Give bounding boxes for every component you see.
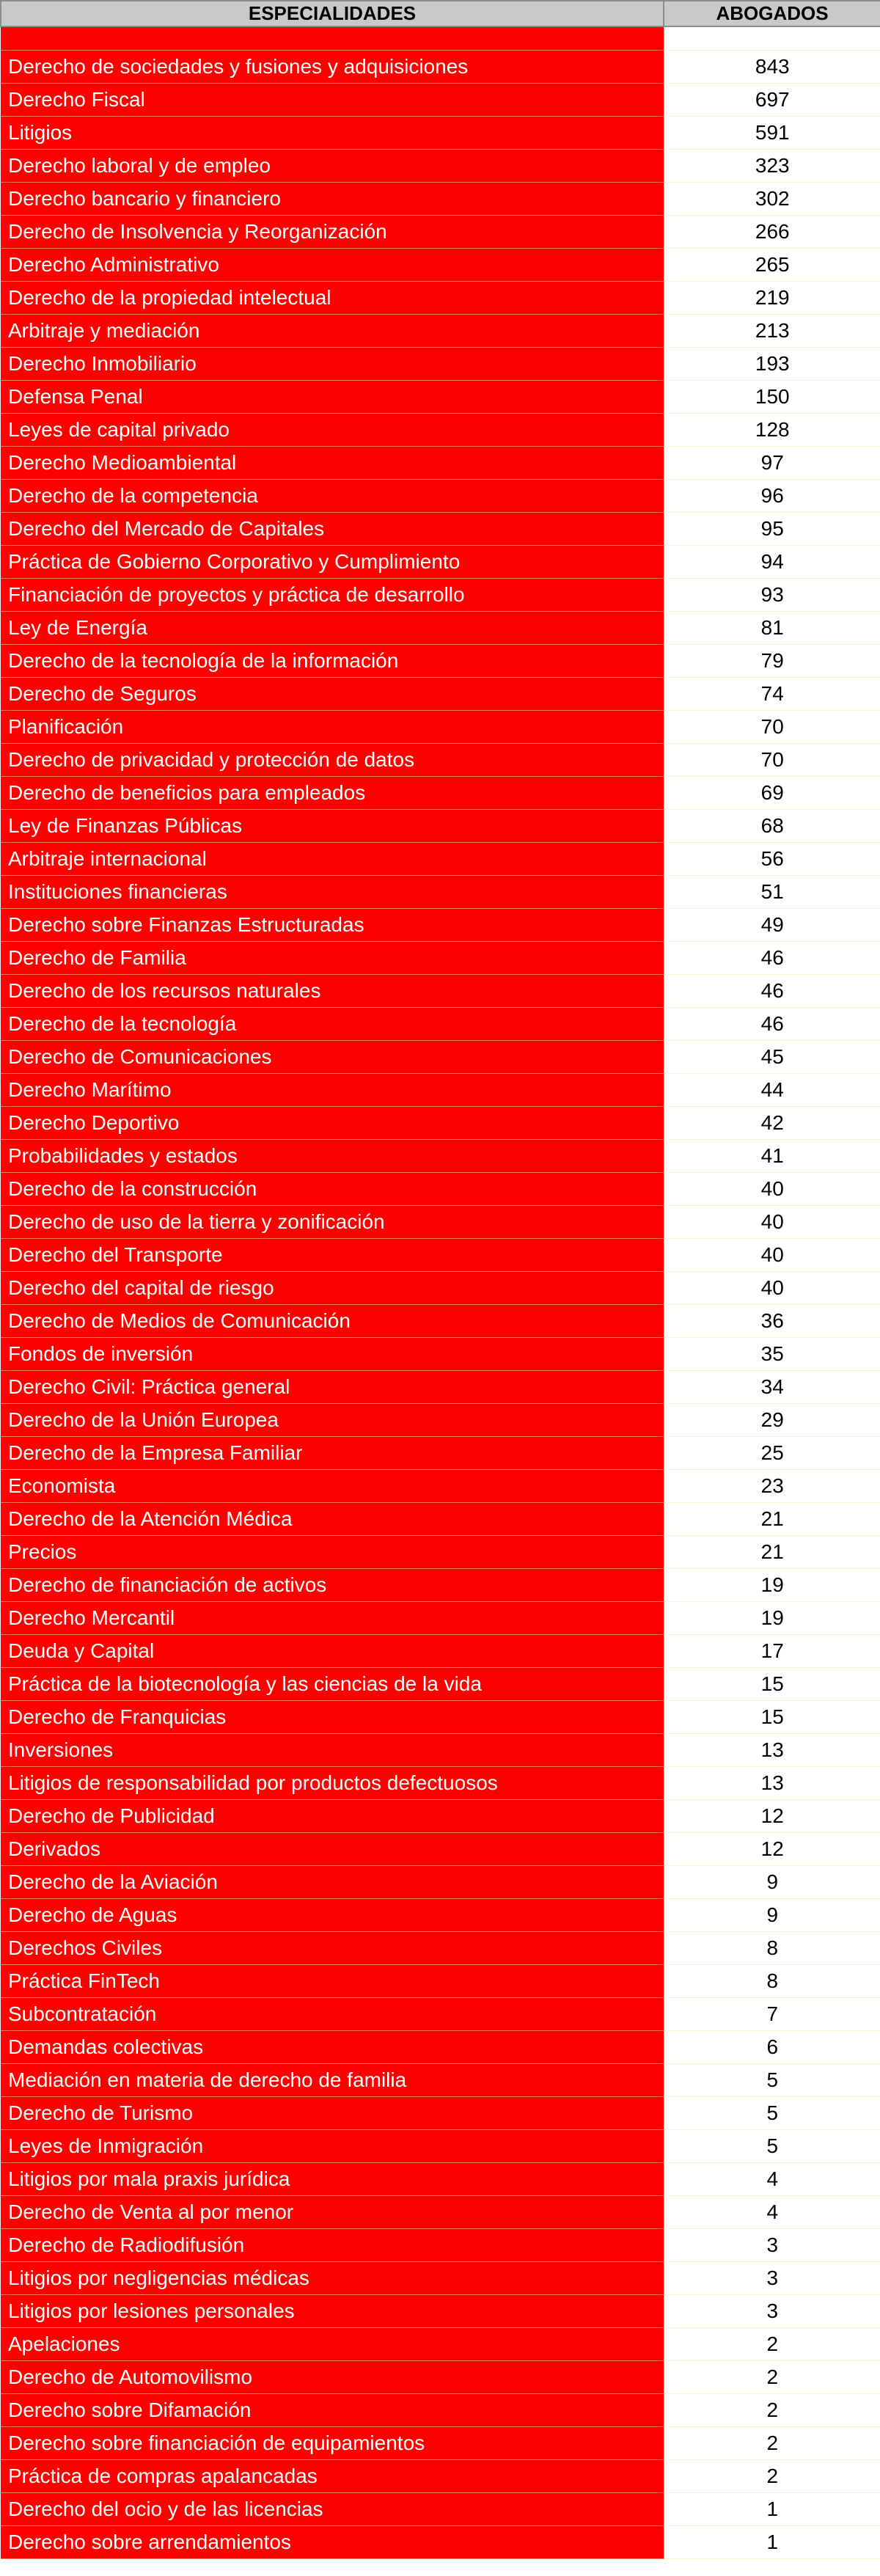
table-row — [1, 677, 880, 710]
specialty-cell: Derecho de la construcción — [1, 1172, 664, 1205]
lawyer-count-cell: 265 — [664, 248, 880, 281]
lawyer-count-cell: 12 — [664, 1799, 880, 1832]
table-row — [1, 776, 880, 809]
lawyer-count-cell: 213 — [664, 314, 880, 347]
lawyer-count-cell: 6 — [664, 2030, 880, 2063]
spacer-cell-count — [664, 26, 880, 50]
lawyer-count-cell: 45 — [664, 1040, 880, 1073]
specialty-cell: Apelaciones — [1, 2327, 664, 2360]
table-row — [1, 446, 880, 479]
specialty-cell: Derecho sobre Finanzas Estructuradas — [1, 908, 664, 941]
table-row — [1, 1964, 880, 1997]
specialty-cell: Litigios por lesiones personales — [1, 2294, 664, 2327]
lawyer-count-cell: 23 — [664, 1469, 880, 1502]
table-row — [1, 2327, 880, 2360]
specialty-cell: Litigios — [1, 116, 664, 149]
specialty-cell: Derecho de los recursos naturales — [1, 974, 664, 1007]
specialty-cell: Leyes de Inmigración — [1, 2129, 664, 2162]
lawyer-count-cell: 46 — [664, 974, 880, 1007]
specialty-cell: Práctica de la biotecnología y las ciencias de la vida — [1, 1667, 664, 1700]
lawyer-count-cell: 3 — [664, 2294, 880, 2327]
specialty-cell: Derecho de la propiedad intelectual — [1, 281, 664, 314]
table-row — [1, 941, 880, 974]
lawyer-count-cell: 150 — [664, 380, 880, 413]
specialty-cell: Arbitraje y mediación — [1, 314, 664, 347]
table-row — [1, 413, 880, 446]
lawyer-count-cell: 29 — [664, 1403, 880, 1436]
table-row — [1, 2129, 880, 2162]
specialty-cell: Litigios por mala praxis jurídica — [1, 2162, 664, 2195]
table-row — [1, 1634, 880, 1667]
table-row — [1, 2228, 880, 2261]
table-row — [1, 2393, 880, 2426]
specialty-cell: Instituciones financieras — [1, 875, 664, 908]
specialty-cell: Fondos de inversión — [1, 1337, 664, 1370]
table-row — [1, 1931, 880, 1964]
specialty-cell: Planificación — [1, 710, 664, 743]
lawyer-count-cell: 44 — [664, 1073, 880, 1106]
table-row — [1, 116, 880, 149]
specialty-cell: Defensa Penal — [1, 380, 664, 413]
table-row — [1, 215, 880, 248]
lawyer-count-cell: 70 — [664, 710, 880, 743]
specialty-cell: Derecho Administrativo — [1, 248, 664, 281]
table-row — [1, 1436, 880, 1469]
specialty-cell: Derecho de Radiodifusión — [1, 2228, 664, 2261]
table-row — [1, 1667, 880, 1700]
table-row — [1, 281, 880, 314]
specialty-cell: Litigios por negligencias médicas — [1, 2261, 664, 2294]
specialty-cell: Derecho bancario y financiero — [1, 182, 664, 215]
specialty-cell: Derecho Marítimo — [1, 1073, 664, 1106]
specialty-cell: Deuda y Capital — [1, 1634, 664, 1667]
lawyer-count-cell: 40 — [664, 1238, 880, 1271]
lawyer-count-cell: 9 — [664, 1865, 880, 1898]
table-body — [1, 26, 880, 2558]
lawyer-count-cell: 323 — [664, 149, 880, 182]
lawyer-count-cell: 17 — [664, 1634, 880, 1667]
table-row — [1, 2360, 880, 2393]
table-row — [1, 182, 880, 215]
lawyer-count-cell: 15 — [664, 1700, 880, 1733]
lawyer-count-cell: 46 — [664, 941, 880, 974]
table-row — [1, 2195, 880, 2228]
lawyer-count-cell: 19 — [664, 1601, 880, 1634]
table-row — [1, 512, 880, 545]
specialty-cell: Derecho de la Unión Europea — [1, 1403, 664, 1436]
specialty-cell: Derecho de Comunicaciones — [1, 1040, 664, 1073]
lawyer-count-cell: 219 — [664, 281, 880, 314]
table-row — [1, 2525, 880, 2558]
lawyer-count-cell: 2 — [664, 2327, 880, 2360]
table-row — [1, 1172, 880, 1205]
table-row — [1, 1139, 880, 1172]
table-row — [1, 2426, 880, 2459]
header-lawyers: ABOGADOS — [664, 1, 880, 26]
table-row — [1, 1700, 880, 1733]
table-row — [1, 710, 880, 743]
specialty-cell: Ley de Finanzas Públicas — [1, 809, 664, 842]
specialty-cell: Derecho Fiscal — [1, 83, 664, 116]
table-row — [1, 1403, 880, 1436]
lawyer-count-cell: 4 — [664, 2195, 880, 2228]
table-row — [1, 1040, 880, 1073]
specialty-cell: Derecho de financiación de activos — [1, 1568, 664, 1601]
specialty-cell: Derecho de Familia — [1, 941, 664, 974]
specialty-cell: Derecho de uso de la tierra y zonificación — [1, 1205, 664, 1238]
lawyer-count-cell: 2 — [664, 2393, 880, 2426]
lawyer-count-cell: 94 — [664, 545, 880, 578]
specialty-cell: Derecho del Mercado de Capitales — [1, 512, 664, 545]
lawyer-count-cell: 40 — [664, 1271, 880, 1304]
lawyer-count-cell: 69 — [664, 776, 880, 809]
specialty-cell: Derecho de la tecnología — [1, 1007, 664, 1040]
table-row — [1, 479, 880, 512]
specialty-cell: Derecho de sociedades y fusiones y adquisiciones — [1, 50, 664, 83]
table-row — [1, 545, 880, 578]
lawyer-count-cell: 7 — [664, 1997, 880, 2030]
lawyer-count-cell: 70 — [664, 743, 880, 776]
specialty-cell: Derecho de Insolvencia y Reorganización — [1, 215, 664, 248]
lawyer-count-cell: 42 — [664, 1106, 880, 1139]
lawyer-count-cell: 12 — [664, 1832, 880, 1865]
specialty-cell: Derecho de la competencia — [1, 479, 664, 512]
specialty-cell: Práctica FinTech — [1, 1964, 664, 1997]
specialty-cell: Derecho de Seguros — [1, 677, 664, 710]
table-row — [1, 842, 880, 875]
table-row — [1, 1865, 880, 1898]
lawyer-count-cell: 5 — [664, 2063, 880, 2096]
table-row — [1, 1304, 880, 1337]
specialty-cell: Derecho de la Atención Médica — [1, 1502, 664, 1535]
lawyer-count-cell: 25 — [664, 1436, 880, 1469]
specialty-cell: Derecho sobre Difamación — [1, 2393, 664, 2426]
specialty-cell: Derecho de Aguas — [1, 1898, 664, 1931]
table-row — [1, 2096, 880, 2129]
table-row — [1, 314, 880, 347]
table-row — [1, 1502, 880, 1535]
specialty-cell: Derecho sobre arrendamientos — [1, 2525, 664, 2558]
specialty-cell: Probabilidades y estados — [1, 1139, 664, 1172]
table-row — [1, 1997, 880, 2030]
table-row — [1, 644, 880, 677]
spacer-cell-specialty — [1, 26, 664, 50]
lawyer-count-cell: 266 — [664, 215, 880, 248]
specialty-cell: Práctica de Gobierno Corporativo y Cumplimiento — [1, 545, 664, 578]
table-row — [1, 1832, 880, 1865]
table-row — [1, 1238, 880, 1271]
specialty-cell: Derecho sobre financiación de equipamientos — [1, 2426, 664, 2459]
table-row — [1, 380, 880, 413]
lawyer-count-cell: 51 — [664, 875, 880, 908]
table-row — [1, 1469, 880, 1502]
lawyer-count-cell: 1 — [664, 2525, 880, 2558]
specialty-cell: Derecho Deportivo — [1, 1106, 664, 1139]
specialty-cell: Derecho de Publicidad — [1, 1799, 664, 1832]
lawyer-count-cell: 36 — [664, 1304, 880, 1337]
specialty-cell: Mediación en materia de derecho de familia — [1, 2063, 664, 2096]
table-row — [1, 347, 880, 380]
lawyer-count-cell: 49 — [664, 908, 880, 941]
lawyer-count-cell: 697 — [664, 83, 880, 116]
specialty-cell: Litigios de responsabilidad por productos defectuosos — [1, 1766, 664, 1799]
table-row — [1, 1568, 880, 1601]
lawyer-count-cell: 128 — [664, 413, 880, 446]
table-row — [1, 1898, 880, 1931]
specialty-cell: Subcontratación — [1, 1997, 664, 2030]
specialty-cell: Derecho de la Empresa Familiar — [1, 1436, 664, 1469]
table-row — [1, 1601, 880, 1634]
header-specialties: ESPECIALIDADES — [1, 1, 664, 26]
table-row — [1, 1337, 880, 1370]
lawyer-count-cell: 8 — [664, 1964, 880, 1997]
spacer-row — [1, 26, 880, 50]
lawyer-count-cell: 2 — [664, 2459, 880, 2492]
lawyer-count-cell: 93 — [664, 578, 880, 611]
lawyer-count-cell: 21 — [664, 1535, 880, 1568]
table-row — [1, 1535, 880, 1568]
specialty-cell: Derivados — [1, 1832, 664, 1865]
table-row — [1, 743, 880, 776]
table-row — [1, 1205, 880, 1238]
table-row — [1, 1766, 880, 1799]
specialty-cell: Derecho de Medios de Comunicación — [1, 1304, 664, 1337]
lawyer-count-cell: 9 — [664, 1898, 880, 1931]
specialty-cell: Arbitraje internacional — [1, 842, 664, 875]
lawyer-count-cell: 2 — [664, 2426, 880, 2459]
table-row — [1, 2063, 880, 2096]
table-row — [1, 2459, 880, 2492]
lawyer-count-cell: 74 — [664, 677, 880, 710]
lawyer-count-cell: 56 — [664, 842, 880, 875]
specialty-cell: Derecho de beneficios para empleados — [1, 776, 664, 809]
specialty-cell: Derecho laboral y de empleo — [1, 149, 664, 182]
lawyer-count-cell: 81 — [664, 611, 880, 644]
table-row — [1, 1073, 880, 1106]
lawyer-count-cell: 34 — [664, 1370, 880, 1403]
lawyer-count-cell: 3 — [664, 2228, 880, 2261]
lawyer-count-cell: 68 — [664, 809, 880, 842]
lawyer-count-cell: 5 — [664, 2129, 880, 2162]
table-row — [1, 1271, 880, 1304]
lawyer-count-cell: 8 — [664, 1931, 880, 1964]
specialty-cell: Ley de Energía — [1, 611, 664, 644]
lawyer-count-cell: 13 — [664, 1733, 880, 1766]
lawyer-count-cell: 96 — [664, 479, 880, 512]
specialty-cell: Derecho Inmobiliario — [1, 347, 664, 380]
table-row — [1, 1799, 880, 1832]
lawyer-count-cell: 19 — [664, 1568, 880, 1601]
table-row — [1, 1370, 880, 1403]
specialty-cell: Derecho de la tecnología de la información — [1, 644, 664, 677]
table-row — [1, 908, 880, 941]
table-row — [1, 578, 880, 611]
specialty-cell: Financiación de proyectos y práctica de desarrollo — [1, 578, 664, 611]
specialty-cell: Derecho de Automovilismo — [1, 2360, 664, 2393]
table-row — [1, 2162, 880, 2195]
table-row — [1, 1007, 880, 1040]
table-row — [1, 2261, 880, 2294]
specialty-cell: Derechos Civiles — [1, 1931, 664, 1964]
table-row — [1, 611, 880, 644]
table-row — [1, 2492, 880, 2525]
specialty-cell: Precios — [1, 1535, 664, 1568]
table-row — [1, 149, 880, 182]
specialty-cell: Derecho del ocio y de las licencias — [1, 2492, 664, 2525]
table-row — [1, 809, 880, 842]
lawyer-count-cell: 41 — [664, 1139, 880, 1172]
lawyer-count-cell: 5 — [664, 2096, 880, 2129]
table-row — [1, 1733, 880, 1766]
lawyer-count-cell: 15 — [664, 1667, 880, 1700]
specialty-cell: Derecho Civil: Práctica general — [1, 1370, 664, 1403]
lawyer-count-cell: 193 — [664, 347, 880, 380]
lawyer-count-cell: 95 — [664, 512, 880, 545]
table-row — [1, 1106, 880, 1139]
table-row — [1, 2294, 880, 2327]
specialty-cell: Derecho de Venta al por menor — [1, 2195, 664, 2228]
specialty-cell: Práctica de compras apalancadas — [1, 2459, 664, 2492]
lawyer-count-cell: 35 — [664, 1337, 880, 1370]
lawyer-count-cell: 4 — [664, 2162, 880, 2195]
specialty-cell: Economista — [1, 1469, 664, 1502]
table-row — [1, 248, 880, 281]
specialty-cell: Derecho de privacidad y protección de datos — [1, 743, 664, 776]
lawyer-count-cell: 46 — [664, 1007, 880, 1040]
specialty-cell: Derecho del capital de riesgo — [1, 1271, 664, 1304]
specialty-cell: Leyes de capital privado — [1, 413, 664, 446]
table-row — [1, 83, 880, 116]
table-row — [1, 974, 880, 1007]
lawyer-count-cell: 79 — [664, 644, 880, 677]
lawyer-count-cell: 13 — [664, 1766, 880, 1799]
specialty-cell: Derecho de la Aviación — [1, 1865, 664, 1898]
specialty-cell: Demandas colectivas — [1, 2030, 664, 2063]
lawyer-count-cell: 40 — [664, 1205, 880, 1238]
lawyer-count-cell: 21 — [664, 1502, 880, 1535]
specialty-cell: Derecho Mercantil — [1, 1601, 664, 1634]
header-row — [1, 1, 880, 26]
specialty-cell: Derecho del Transporte — [1, 1238, 664, 1271]
specialty-cell: Derecho Medioambiental — [1, 446, 664, 479]
lawyer-count-cell: 591 — [664, 116, 880, 149]
specialty-cell: Inversiones — [1, 1733, 664, 1766]
table-row — [1, 50, 880, 83]
specialty-cell: Derecho de Franquicias — [1, 1700, 664, 1733]
lawyer-count-cell: 97 — [664, 446, 880, 479]
table-row — [1, 2030, 880, 2063]
lawyer-count-cell: 3 — [664, 2261, 880, 2294]
specialty-cell: Derecho de Turismo — [1, 2096, 664, 2129]
lawyer-count-cell: 843 — [664, 50, 880, 83]
table-row — [1, 875, 880, 908]
lawyer-count-cell: 1 — [664, 2492, 880, 2525]
lawyer-count-cell: 302 — [664, 182, 880, 215]
lawyer-count-cell: 2 — [664, 2360, 880, 2393]
lawyer-count-cell: 40 — [664, 1172, 880, 1205]
